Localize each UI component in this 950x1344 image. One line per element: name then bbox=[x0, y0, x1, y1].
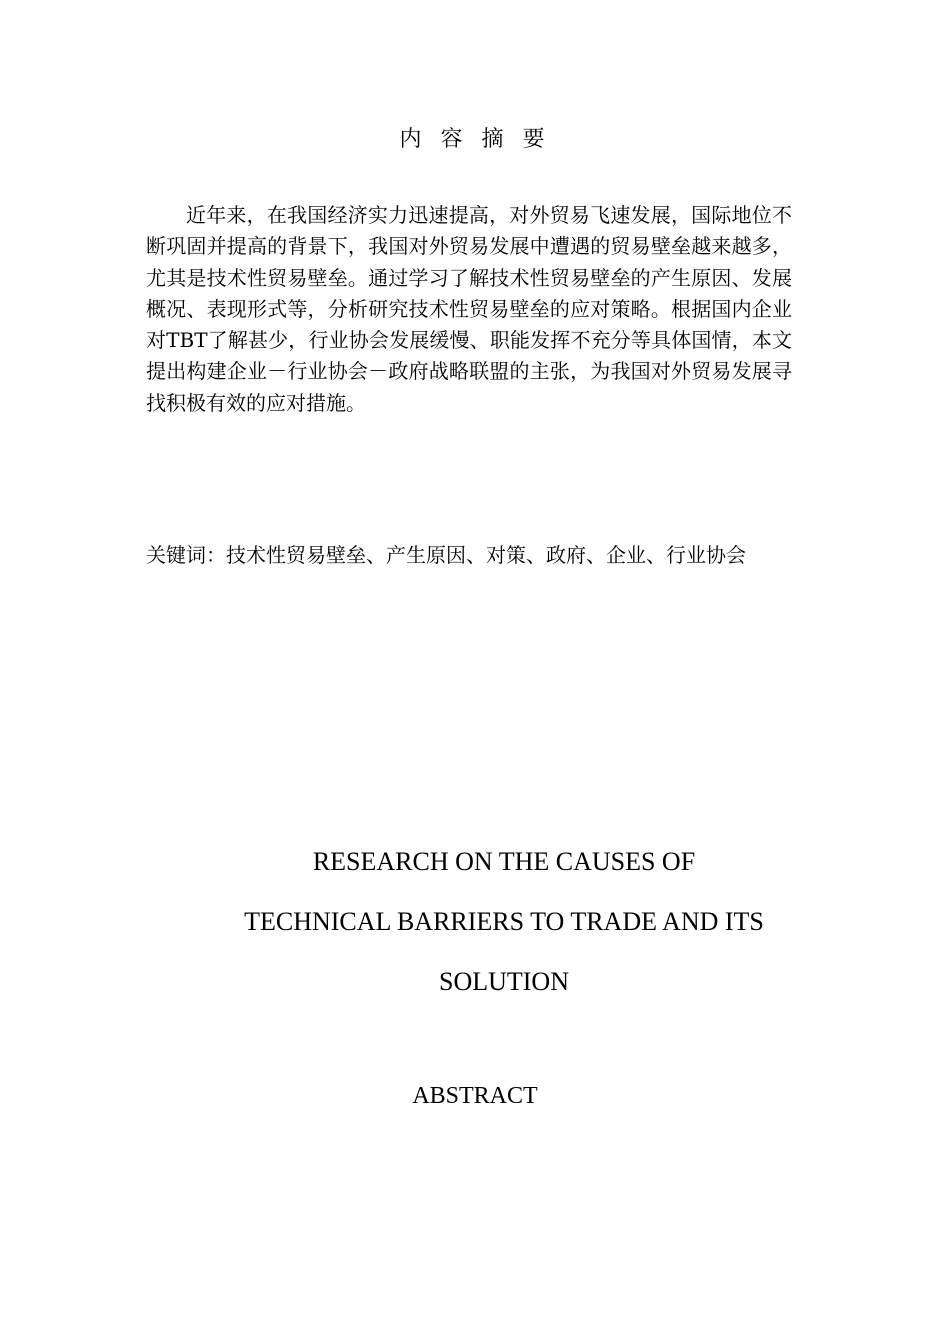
english-title-line-1: RESEARCH ON THE CAUSES OF bbox=[312, 847, 696, 876]
chinese-abstract-title: 内 容 摘 要 bbox=[399, 127, 551, 152]
chinese-abstract-body: 近年来，在我国经济实力迅速提高，对外贸易飞速发展，国际地位不断巩固并提高的背景下，我国对外贸易发展中遭遇的贸易壁垒越来越多，尤其是技术性贸易壁垒。通过学习了解技术性贸易壁垒的产生原因、发展概况、表现形式等，分析研究技术性贸易壁垒的应对策略。根据国内企业对TBT了解甚少，行业协会发展缓慢、职能发挥不充分等具体国情，本文提出构建企业－行业协会－政府战略联盟的主张，为我国对外贸易发展寻找积极有效的应对措施。 bbox=[146, 203, 792, 415]
keywords-paragraph bbox=[146, 540, 792, 571]
keywords-text: 技术性贸易壁垒、产生原因、对策、政府、企业、行业协会 bbox=[226, 543, 746, 567]
english-abstract-heading: ABSTRACT bbox=[412, 1083, 538, 1109]
english-title bbox=[146, 838, 862, 1018]
keywords-label: 关键词： bbox=[146, 543, 226, 567]
english-title-line-3: SOLUTION bbox=[439, 967, 569, 996]
english-title-line-2: TECHNICAL BARRIERS TO TRADE AND ITS bbox=[244, 907, 764, 936]
